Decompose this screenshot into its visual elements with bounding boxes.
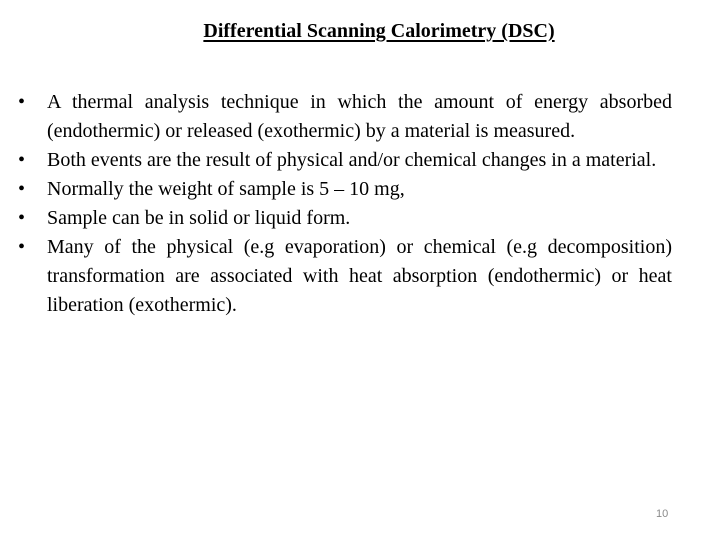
bullet-item	[18, 175, 672, 204]
bullet-item	[18, 233, 672, 320]
bullet-icon: •	[18, 91, 26, 113]
bullet-text: Many of the physical (e.g evaporation) or chemical (e.g decomposition) transformation are associated with heat absorption (endothermic) or heat liberation (exothermic).	[47, 236, 672, 316]
bullet-list	[18, 88, 672, 320]
slide-title: Differential Scanning Calorimetry (DSC)	[203, 20, 555, 42]
bullet-item	[18, 146, 672, 175]
bullet-icon: •	[18, 149, 26, 171]
bullet-item	[18, 204, 672, 233]
bullet-icon: •	[18, 207, 26, 229]
bullet-icon: •	[18, 236, 26, 258]
bullet-icon: •	[18, 178, 26, 200]
bullet-text: Sample can be in solid or liquid form.	[47, 207, 351, 229]
bullet-text: A thermal analysis technique in which the amount of energy absorbed (endothermic) or released (exothermic) by a material is measured.	[47, 91, 672, 142]
bullet-text: Both events are the result of physical and/or chemical changes in a material.	[47, 149, 657, 171]
bullet-item	[18, 88, 672, 146]
page-number: 10	[656, 508, 669, 520]
bullet-text: Normally the weight of sample is 5 – 10 mg,	[47, 178, 405, 200]
